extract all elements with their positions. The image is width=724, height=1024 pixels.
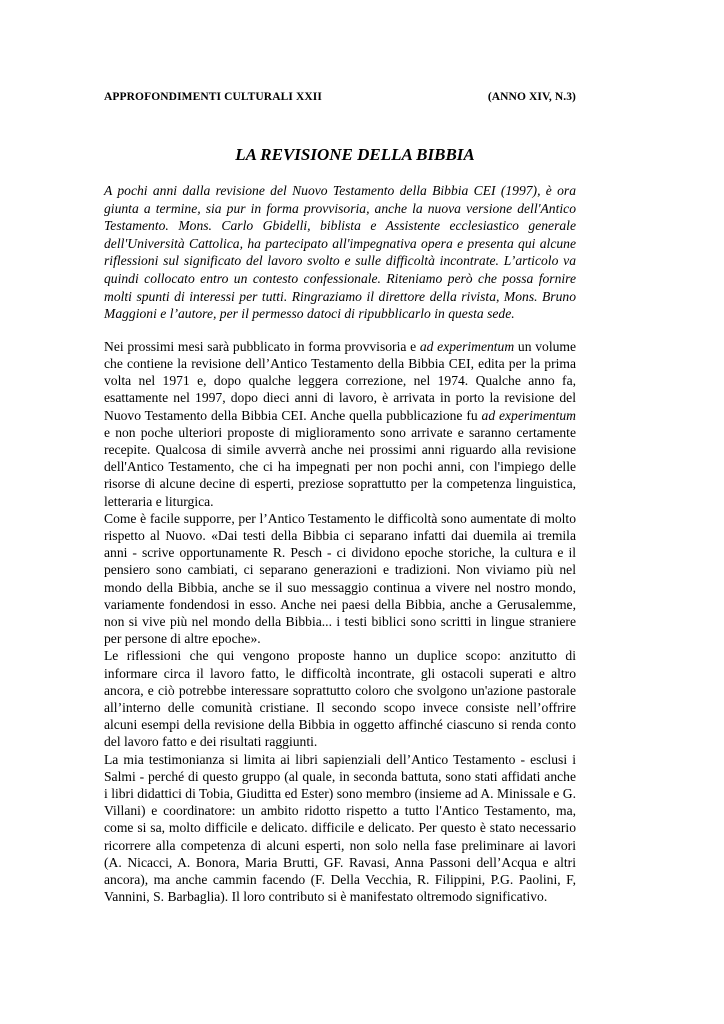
paragraph-1-text-b: un volume che contiene la revisione dell’Antico Testamento della Bibbia CEI, edita per la prima volta nel 1971 e, dopo qualche leggera correzione, nel 1974. Qualche anno fa, esattamente nel 1997, dopo dieci anni di lavoro, è arrivata in porto la revisione del Nuovo Testamento della Bibbia CEI. Anche quella pubblicazione fu xyxy=(104,338,576,423)
paragraph-1-text-c: e non poche ulteriori proposte di miglioramento sono arrivate e saranno certamente recepite. Qualcosa di simile avverrà anche nei prossimi anni riguardo alla revisione dell'Antico Testamento, che ci ha impegnati per non pochi anni, con l'impiego delle risorse di alcune decine di esperti, preziose soprattutto per la competenza linguistica, letteraria e liturgica. xyxy=(104,424,576,509)
article-body xyxy=(104,338,576,906)
document-page xyxy=(104,88,576,905)
paragraph-4: La mia testimonianza si limita ai libri sapienziali dell’Antico Testamento - esclusi i Salmi - perché di questo gruppo (al quale, in seconda battuta, sono stati affidati anche i libri didattici di Tobia, Giuditta ed Ester) sono membro (insieme ad A. Minissale e G. Villani) e coordinatore: un ambito ridotto rispetto a tutto l'Antico Testamento, ma, come si sa, molto difficile e delicato. difficile e delicato. Per questo è stato necessario ricorrere alla competenza di alcuni esperti, non solo nella fase preliminare ai lavori (A. Nicacci, A. Bonora, Maria Brutti, GF. Ravasi, Anna Passoni dell’Acqua e altri ancora), ma anche cammin facendo (F. Della Vecchia, R. Filippini, P.G. Paolini, F, Vannini, S. Barbaglia). Il loro contributo si è manifestato oltremodo significativo. xyxy=(104,751,576,905)
paragraph-1-italic-b: ad experimentum xyxy=(481,407,576,423)
paragraph-2: Come è facile supporre, per l’Antico Testamento le difficoltà sono aumentate di molto rispetto al Nuovo. «Dai testi della Bibbia ci separano infatti dai duemila ai tremila anni - scrive opportunamente R. Pesch - ci dividono epoche storiche, la cultura e il pensiero sono cambiati, ci separano generazioni e tradizioni. Non viviamo più nel mondo della Bibbia, anche se il suo messaggio continua a vivere nel nostro mondo, variamente fondendosi in esso. Anche nei paesi della Bibbia, anche a Gerusalemme, non si vive più nel mondo della Bibbia... i testi biblici sono scritti in lingue straniere per persone di altre epoche». xyxy=(104,510,576,647)
article-title: LA REVISIONE DELLA BIBBIA xyxy=(235,145,475,164)
paragraph-1-text-a: Nei prossimi mesi sarà pubblicato in forma provvisoria e xyxy=(104,338,420,354)
header-series-title: APPROFONDIMENTI CULTURALI XXII xyxy=(104,91,322,103)
paragraph-1 xyxy=(104,338,576,510)
article-abstract: A pochi anni dalla revisione del Nuovo Testamento della Bibbia CEI (1997), è ora giunta a termine, sia pur in forma provvisoria, anche la nuova versione dell'Antico Testamento. Mons. Carlo Gbidelli, biblista e Assistente ecclesiastico generale dell'Università Cattolica, ha partecipato all'impegnativa opera e presenta qui alcune riflessioni sul significato del lavoro svolto e sulle difficoltà incontrate. L’articolo va quindi collocato entro un contesto confessionale. Riteniamo però che possa fornire molti spunti di interessi per tutti. Ringraziamo il direttore della rivista, Mons. Bruno Maggioni e l’autore, per il permesso datoci di ripubblicarlo in questa sede. xyxy=(104,183,576,322)
paragraph-3: Le riflessioni che qui vengono proposte hanno un duplice scopo: anzitutto di informare circa il lavoro fatto, le difficoltà incontrate, gli ostacoli superati e altro ancora, e ciò potrebbe interessare soprattutto coloro che svolgono un'azione pastorale all’interno delle comunità cristiane. Il secondo scopo invece consiste nell’offrire alcuni esempi della revisione della Bibbia in oggetto affinché ciascuno si renda conto del lavoro fatto e dei risultati raggiunti. xyxy=(104,648,576,750)
paragraph-1-italic-a: ad experimentum xyxy=(419,338,515,354)
running-header xyxy=(104,88,576,106)
header-issue-number: (ANNO XIV, N.3) xyxy=(487,91,576,103)
